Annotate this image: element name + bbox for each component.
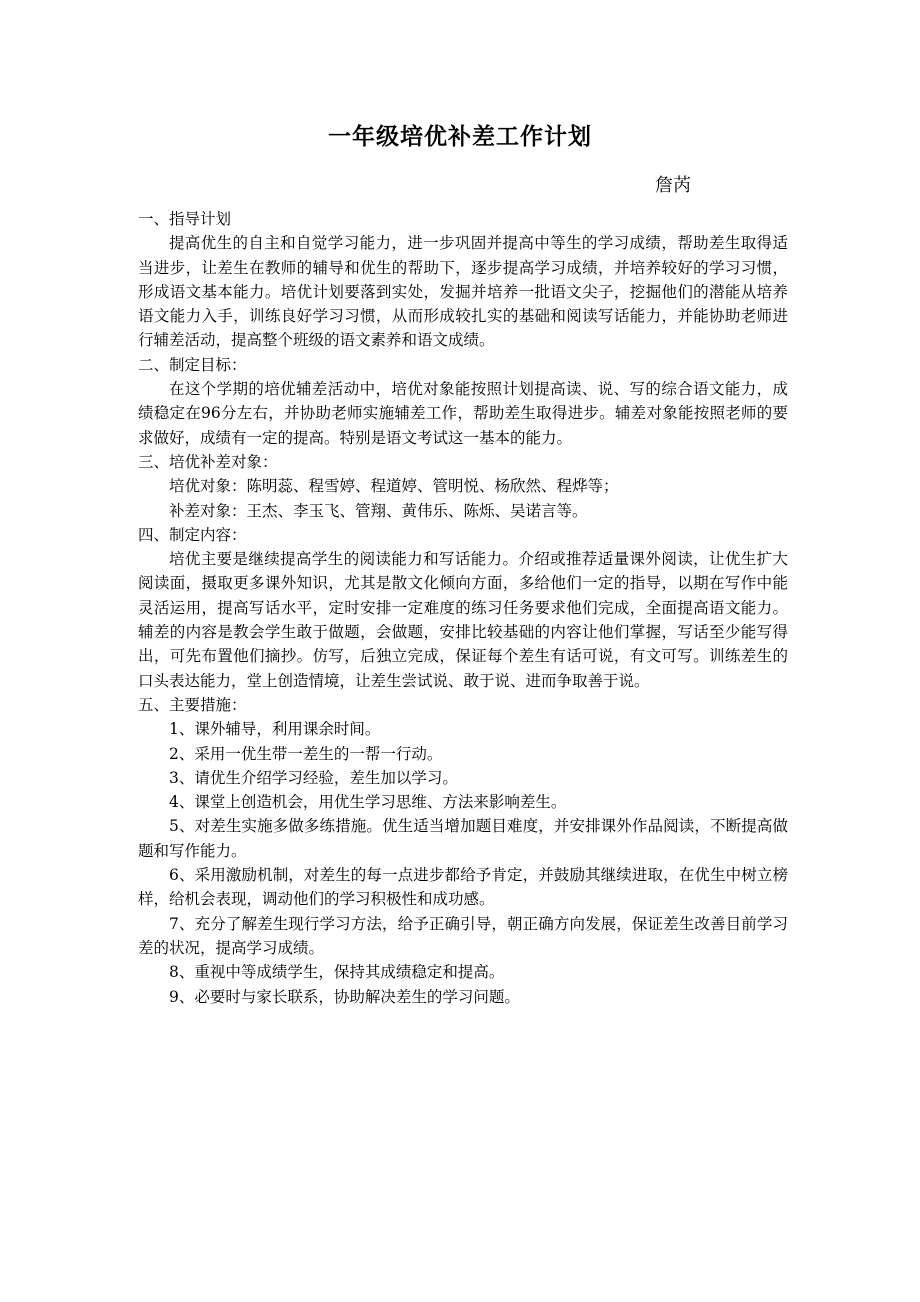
section-paragraph: 在这个学期的培优辅差活动中，培优对象能按照计划提高读、说、写的综合语文能力，成绩稳定在96分左右，并协助老师实施辅差工作，帮助差生取得进步。辅差对象能按照老师的要求做好，成绩有一定的提高。特别是语文考试这一基本的能力。 bbox=[138, 380, 788, 447]
document-author: 詹芮 bbox=[655, 175, 691, 196]
list-item: 5、对差生实施多做多练措施。优生适当增加题目难度，并安排课外作品阅读，不断提高做题和写作能力。 bbox=[138, 817, 788, 860]
section-heading-guidance-plan: 一、指导计划 bbox=[138, 210, 232, 228]
section-heading-measures: 五、主要措施： bbox=[138, 695, 247, 714]
measures-list bbox=[138, 717, 788, 1009]
list-item: 9、必要时与家长联系，协助解决差生的学习问题。 bbox=[169, 987, 520, 1006]
section-heading-goals: 二、制定目标： bbox=[138, 355, 247, 374]
document-body bbox=[138, 207, 788, 1009]
section-paragraph: 培优对象：陈明蕊、程雪婷、程道婷、管明悦、杨欣然、程烨等； bbox=[169, 477, 619, 496]
list-item: 4、课堂上创造机会，用优生学习思维、方法来影响差生。 bbox=[169, 793, 567, 812]
section-heading-targets: 三、培优补差对象： bbox=[138, 452, 278, 471]
document-title: 一年级培优补差工作计划 bbox=[328, 123, 592, 150]
section-heading-content: 四、制定内容： bbox=[138, 525, 247, 544]
section-paragraph: 培优主要是继续提高学生的阅读能力和写话能力。介绍或推荐适量课外阅读，让优生扩大阅读面，摄取更多课外知识，尤其是散文化倾向方面，多给他们一定的指导，以期在写作中能灵活运用，提高写话水平，定时安排一定难度的练习任务要求他们完成，全面提高语文能力。辅差的内容是教会学生敢于做题，会做题，安排比较基础的内容让他们掌握，写话至少能写得出，可先布置他们摘抄。仿写，后独立完成，保证每个差生有话可说，有文可写。训练差生的口头表达能力，堂上创造情境，让差生尝试说、敢于说、进而争取善于说。 bbox=[138, 550, 788, 690]
list-item: 3、请优生介绍学习经验，差生加以学习。 bbox=[169, 768, 458, 787]
list-item: 7、充分了解差生现行学习方法，给予正确引导，朝正确方向发展，保证差生改善目前学习差的状况，提高学习成绩。 bbox=[138, 914, 788, 957]
section-paragraph: 提高优生的自主和自觉学习能力，进一步巩固并提高中等生的学习成绩，帮助差生取得适当进步，让差生在教师的辅导和优生的帮助下，逐步提高学习成绩，并培养较好的学习习惯，形成语文基本能力。培优计划要落到实处，发掘并培养一批语文尖子，挖掘他们的潜能从培养语文能力入手，训练良好学习习惯，从而形成较扎实的基础和阅读写话能力，并能协助老师进行辅差活动，提高整个班级的语文素养和语文成绩。 bbox=[138, 234, 788, 350]
section-paragraph: 补差对象：王杰、李玉飞、管翔、黄伟乐、陈烁、吴诺言等。 bbox=[169, 501, 588, 520]
list-item: 8、重视中等成绩学生，保持其成绩稳定和提高。 bbox=[169, 963, 505, 982]
list-item: 6、采用激励机制，对差生的每一点进步都给予肯定，并鼓励其继续进取，在优生中树立榜样，给机会表现，调动他们的学习积极性和成功感。 bbox=[138, 866, 788, 909]
list-item: 2、采用一优生带一差生的一帮一行动。 bbox=[169, 744, 443, 763]
list-item: 1、课外辅导，利用课余时间。 bbox=[169, 720, 381, 739]
